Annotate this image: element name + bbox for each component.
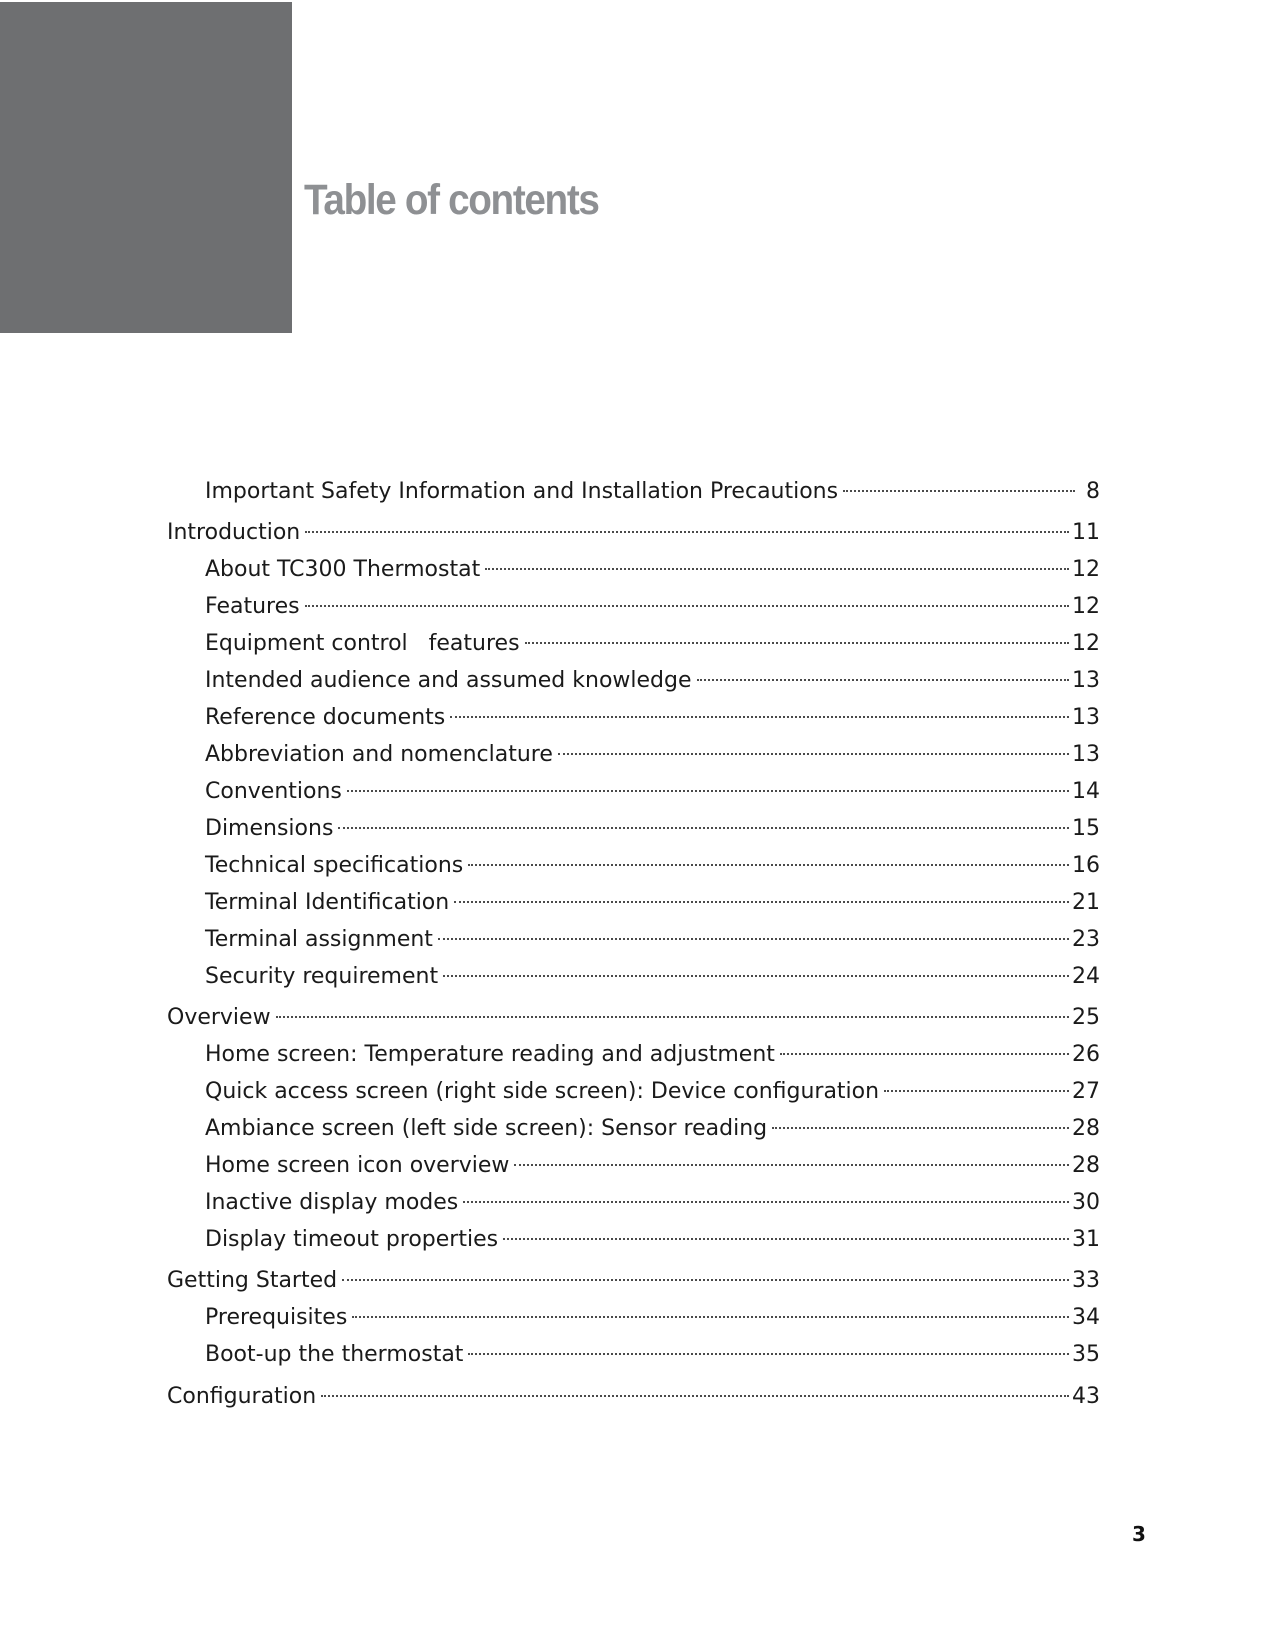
toc-dot-leader [558, 753, 1069, 755]
toc-entry-page: 21 [1072, 890, 1100, 915]
toc-entry-title: Reference documents [205, 705, 446, 730]
toc-entry-page: 12 [1072, 594, 1100, 619]
toc-entry[interactable] [205, 887, 1100, 919]
toc-entry[interactable] [205, 739, 1100, 771]
toc-entry[interactable] [205, 776, 1100, 808]
toc-dot-leader [780, 1053, 1069, 1055]
toc-entry[interactable] [205, 628, 1100, 660]
toc-entry[interactable] [205, 554, 1100, 586]
toc-entry-title: Terminal assignment [205, 927, 433, 952]
toc-entry[interactable] [167, 517, 1100, 549]
toc-dot-leader [438, 938, 1069, 940]
toc-entry-page: 24 [1072, 964, 1100, 989]
header-color-block [0, 2, 292, 333]
toc-dot-leader [697, 679, 1069, 681]
toc-entry-page: 14 [1072, 779, 1100, 804]
toc-entry-page: 16 [1072, 853, 1100, 878]
toc-dot-leader [342, 1279, 1069, 1281]
toc-entry-page: 13 [1072, 742, 1100, 767]
toc-dot-leader [305, 605, 1069, 607]
toc-entry-page: 33 [1072, 1268, 1100, 1293]
toc-entry-title: Getting Started [167, 1268, 338, 1293]
page-number: 3 [1132, 1522, 1146, 1546]
toc-dot-leader [338, 827, 1069, 829]
toc-entry[interactable] [205, 1076, 1100, 1108]
toc-entry[interactable] [205, 702, 1100, 734]
toc-dot-leader [772, 1127, 1069, 1129]
toc-dot-leader [321, 1395, 1069, 1397]
toc-entry-title: Configuration [167, 1384, 317, 1409]
toc-entry[interactable] [205, 591, 1100, 623]
toc-entry[interactable] [205, 924, 1100, 956]
toc-entry-page: 31 [1072, 1227, 1100, 1252]
toc-entry-page: 15 [1072, 816, 1100, 841]
toc-entry-title: Technical specifications [205, 853, 464, 878]
toc-entry[interactable] [205, 961, 1100, 993]
toc-dot-leader [305, 531, 1069, 533]
page-title: Table of contents [304, 176, 599, 224]
toc-dot-leader [525, 642, 1069, 644]
toc-entry[interactable] [205, 850, 1100, 882]
toc-entry-page: 28 [1072, 1153, 1100, 1178]
toc-entry[interactable] [205, 665, 1100, 697]
toc-entry-title: Important Safety Information and Installation Precautions [205, 479, 839, 504]
toc-entry-title: About TC300 Thermostat [205, 557, 481, 582]
toc-dot-leader [485, 568, 1069, 570]
toc-entry[interactable] [167, 1381, 1100, 1413]
toc-dot-leader [454, 901, 1069, 903]
toc-entry[interactable] [205, 1187, 1100, 1219]
toc-entry-page: 28 [1072, 1116, 1100, 1141]
toc-entry[interactable] [205, 1339, 1100, 1371]
toc-entry-page: 25 [1072, 1005, 1100, 1030]
toc-entry[interactable] [205, 1150, 1100, 1182]
toc-entry-title: Boot-up the thermostat [205, 1342, 464, 1367]
toc-entry-page: 27 [1072, 1079, 1100, 1104]
toc-entry-title: Features [205, 594, 300, 619]
toc-entry-page: 34 [1072, 1305, 1100, 1330]
toc-dot-leader [347, 790, 1069, 792]
toc-entry-page: 13 [1072, 705, 1100, 730]
toc-entry-page: 12 [1072, 631, 1100, 656]
toc-entry-title: Security requirement [205, 964, 439, 989]
toc-entry[interactable] [205, 1113, 1100, 1145]
toc-dot-leader [468, 1353, 1069, 1355]
toc-entry-title: Intended audience and assumed knowledge [205, 668, 692, 693]
toc-entry-page: 11 [1072, 520, 1100, 545]
toc-dot-leader [503, 1238, 1069, 1240]
toc-entry-title: Conventions [205, 779, 342, 804]
toc-entry[interactable] [205, 1224, 1100, 1256]
toc-entry-title: Quick access screen (right side screen): Device configuration [205, 1079, 880, 1104]
toc-entry-title: Prerequisites [205, 1305, 348, 1330]
toc-entry-title: Display timeout properties [205, 1227, 499, 1252]
toc-entry[interactable] [205, 1302, 1100, 1334]
toc-entry-title: Overview [167, 1005, 271, 1030]
toc-entry-title: Terminal Identification [205, 890, 450, 915]
toc-entry-title: Introduction [167, 520, 301, 545]
toc-dot-leader [450, 716, 1069, 718]
toc-entry-title: Equipment control features [205, 631, 520, 656]
toc-entry-title: Dimensions [205, 816, 334, 841]
toc-dot-leader [468, 864, 1069, 866]
toc-entry-page: 12 [1072, 557, 1100, 582]
toc-dot-leader [443, 975, 1069, 977]
toc-entry-page: 35 [1072, 1342, 1100, 1367]
toc-entry-page: 13 [1072, 668, 1100, 693]
toc-entry-page: 26 [1072, 1042, 1100, 1067]
toc-entry-title: Inactive display modes [205, 1190, 459, 1215]
toc-entry[interactable] [167, 1265, 1100, 1297]
toc-entry[interactable] [167, 1002, 1100, 1034]
toc-dot-leader [843, 490, 1075, 492]
toc-dot-leader [514, 1164, 1069, 1166]
toc-entry-title: Abbreviation and nomenclature [205, 742, 553, 767]
toc-dot-leader [884, 1090, 1069, 1092]
toc-entry-page: 23 [1072, 927, 1100, 952]
toc-entry-page: 30 [1072, 1190, 1100, 1215]
toc-entry-title: Ambiance screen (left side screen): Sensor reading [205, 1116, 768, 1141]
toc-entry-title: Home screen: Temperature reading and adjustment [205, 1042, 775, 1067]
toc-entry-page: 43 [1072, 1384, 1100, 1409]
toc-dot-leader [463, 1201, 1069, 1203]
toc-dot-leader [352, 1316, 1069, 1318]
toc-entry-page: 8 [1086, 479, 1100, 504]
toc-dot-leader [276, 1016, 1069, 1018]
toc-entry[interactable] [205, 476, 1100, 508]
toc-entry-title: Home screen icon overview [205, 1153, 510, 1178]
toc-entry[interactable] [205, 813, 1100, 845]
toc-entry[interactable] [205, 1039, 1100, 1071]
